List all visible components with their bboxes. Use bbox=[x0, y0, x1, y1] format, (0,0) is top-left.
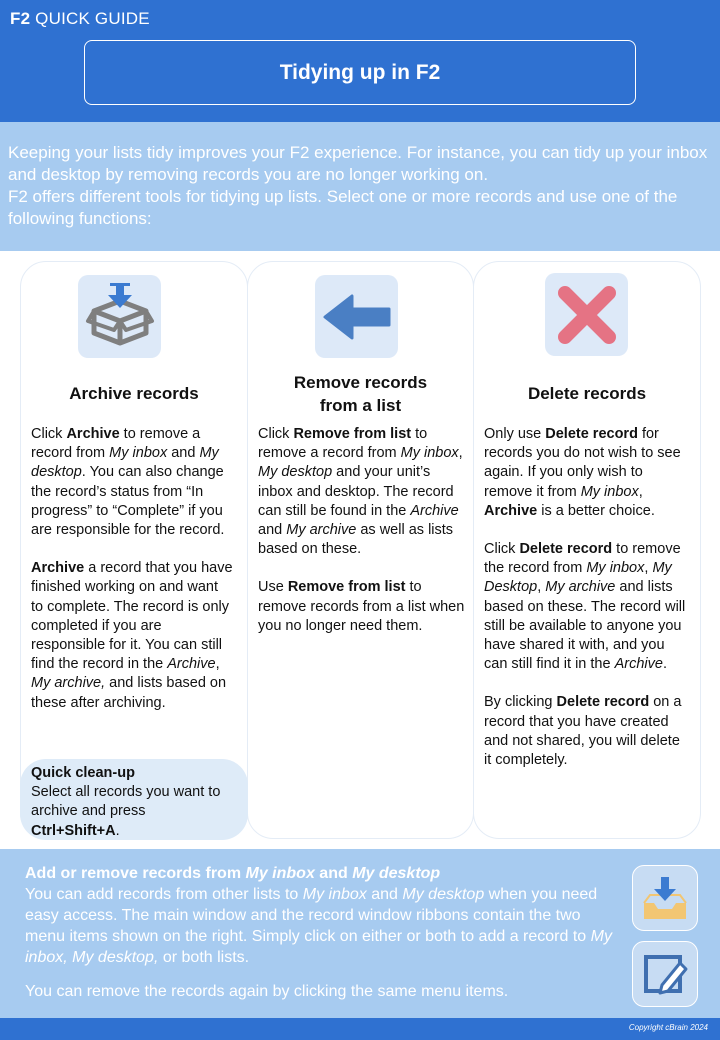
copyright-text: Copyright cBrain 2024 bbox=[628, 1023, 708, 1032]
quick-cleanup-heading: Quick clean-up bbox=[31, 765, 135, 781]
delete-paragraph-3: By clicking Delete record on a record that you have created and not shared, you will delete it completely. bbox=[484, 694, 682, 769]
delete-paragraph-1: Only use Delete record for records you do not wish to see again. If you only wish to remove it from My inbox, Archive is a better choice. bbox=[484, 426, 681, 519]
add-remove-paragraph-2: You can remove the records again by clicking the same menu items. bbox=[25, 983, 509, 1000]
arrow-left-icon bbox=[315, 275, 398, 358]
desktop-edit-icon[interactable] bbox=[632, 941, 698, 1007]
quick-cleanup-callout bbox=[20, 759, 248, 840]
brand-label: F2 QUICK GUIDE bbox=[10, 9, 150, 28]
archive-paragraph-2: Archive a record that you have finished working on and want to complete. The record is only completed if you are responsible for it. You can still find the record in the Archive, My archive, and lists based on these after archiving. bbox=[31, 560, 233, 711]
delete-title: Delete records bbox=[527, 384, 647, 403]
archive-title: Archive records bbox=[69, 384, 199, 403]
intro-section bbox=[0, 122, 720, 251]
add-remove-section bbox=[0, 849, 720, 1018]
keyboard-shortcut: Ctrl+Shift+A bbox=[31, 822, 116, 839]
archive-card bbox=[20, 261, 248, 839]
archive-body bbox=[31, 425, 233, 732]
intro-paragraph-1: Keeping your lists tidy improves your F2 experience. For instance, you can tidy up your inbox and desktop by removing records you are no longer working on. bbox=[8, 143, 708, 184]
archive-paragraph-1: Click Archive to remove a record from My inbox and My desktop. You can also change the record’s status from “In progress” to “Complete” if you are responsible for the record. bbox=[31, 426, 225, 539]
quick-cleanup-text: Select all records you want to archive and press Ctrl+Shift+A. bbox=[31, 784, 221, 839]
delete-body bbox=[484, 425, 690, 789]
header-banner bbox=[0, 0, 720, 122]
remove-body bbox=[258, 425, 465, 655]
remove-title: Remove records from a list bbox=[293, 373, 428, 415]
add-remove-paragraph-1: You can add records from other lists to My inbox and My desktop when you need easy access. The main window and the record window ribbons contain the two menu items shown on the right. Simply click on either or both to add a record to My inbox, My desktop, or both lists. bbox=[25, 886, 612, 966]
archive-box-icon bbox=[78, 275, 161, 358]
add-remove-heading: Add or remove records from My inbox and My desktop bbox=[25, 865, 441, 882]
remove-paragraph-1: Click Remove from list to remove a record from My inbox, My desktop and your unit’s inbox and desktop. The record can still be found in the Archive and My archive as well as lists based on these. bbox=[258, 426, 463, 558]
delete-paragraph-2: Click Delete record to remove the record from My inbox, My Desktop, My archive and lists based on these. The record will still be available to anyone you have shared it with, and you can still find it in the Archive. bbox=[484, 541, 686, 673]
inbox-tray-icon[interactable] bbox=[632, 865, 698, 931]
remove-paragraph-2: Use Remove from list to remove records from a list when you no longer need them. bbox=[258, 579, 465, 634]
delete-x-icon bbox=[545, 273, 628, 356]
remove-card bbox=[247, 261, 474, 839]
intro-paragraph-2: F2 offers different tools for tidying up lists. Select one or more records and use one of the following functions: bbox=[8, 187, 678, 228]
footer-bar bbox=[0, 1018, 720, 1040]
page-title: Tidying up in F2 bbox=[84, 40, 636, 105]
delete-card bbox=[473, 261, 701, 839]
